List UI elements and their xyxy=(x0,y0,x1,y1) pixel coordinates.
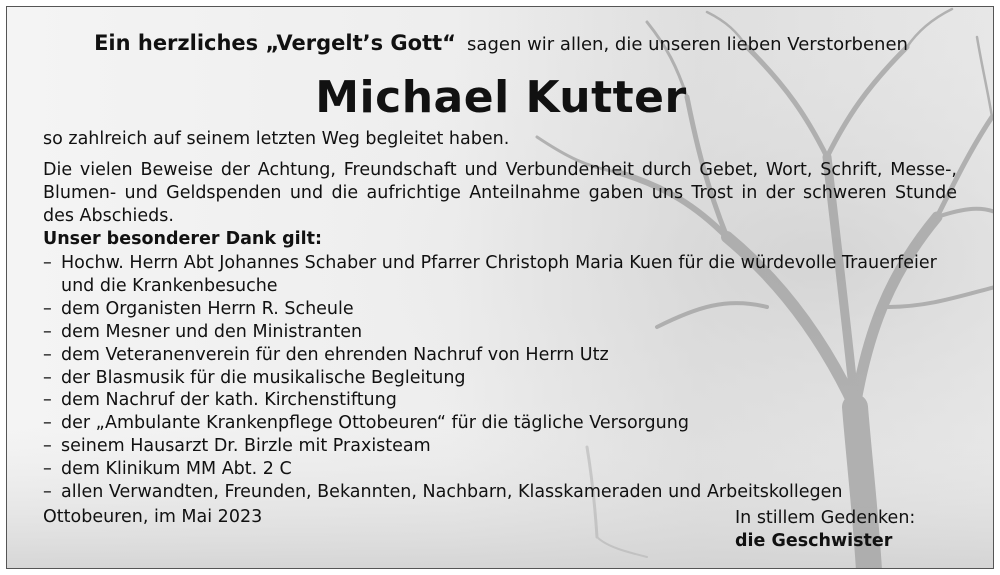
thanks-list xyxy=(43,252,943,504)
dash-marker: – xyxy=(43,367,52,388)
list-item: – Hochw. Herrn Abt Johannes Schaber und Pfarrer Christoph Maria Kuen für die würdevolle Trauerfeier und die Krankenbesuche xyxy=(43,253,937,296)
dash-marker: – xyxy=(43,482,52,503)
dash-marker: – xyxy=(43,390,52,411)
remembrance-block xyxy=(735,507,915,553)
dash-marker: – xyxy=(43,298,52,319)
headline xyxy=(7,31,994,55)
dash-marker: – xyxy=(43,459,52,480)
remembrance-phrase: In stillem Gedenken: xyxy=(735,508,916,528)
dash-marker: – xyxy=(43,344,52,365)
dash-marker: – xyxy=(43,321,52,342)
list-item: – seinem Hausarzt Dr. Birzle mit Praxisteam xyxy=(43,436,431,457)
list-item: – allen Verwandten, Freunden, Bekannten, Nachbarn, Klasskameraden und Arbeitskollegen xyxy=(43,482,843,503)
obituary-card xyxy=(6,6,994,569)
dash-marker: – xyxy=(43,436,52,457)
body-text: Die vielen Beweise der Achtung, Freundschaft und Verbundenheit durch Gebet, Wort, Schrift, Messe-, Blumen- und Geldspenden und die aufrichtige Anteilnahme gaben uns Trost in der schweren Stunde des Abschieds. xyxy=(43,160,957,226)
list-item: – der „Ambulante Krankenpflege Ottobeuren“ für die tägliche Versorgung xyxy=(43,413,689,434)
list-item: – dem Nachruf der kath. Kirchenstiftung xyxy=(43,390,397,411)
list-item: – der Blasmusik für die musikalische Begleitung xyxy=(43,367,466,388)
list-item: – dem Klinikum MM Abt. 2 C xyxy=(43,459,292,480)
dash-marker: – xyxy=(43,413,52,434)
thanks-heading: Unser besonderer Dank gilt: xyxy=(43,229,323,249)
list-item: – dem Mesner und den Ministranten xyxy=(43,321,363,342)
dash-marker: – xyxy=(43,253,52,273)
deceased-name: Michael Kutter xyxy=(315,72,687,123)
intro-text: so zahlreich auf seinem letzten Weg begleitet haben. xyxy=(43,129,510,149)
list-item: – dem Organisten Herrn R. Scheule xyxy=(43,298,354,319)
list-item: – dem Veteranenverein für den ehrenden Nachruf von Herrn Utz xyxy=(43,344,609,365)
headline-continuation: sagen wir allen, die unseren lieben Verstorbenen xyxy=(467,34,908,55)
place-date: Ottobeuren, im Mai 2023 xyxy=(43,507,263,527)
headline-thanks: Ein herzliches „Vergelt’s Gott“ xyxy=(94,31,456,55)
signers: die Geschwister xyxy=(735,531,893,551)
